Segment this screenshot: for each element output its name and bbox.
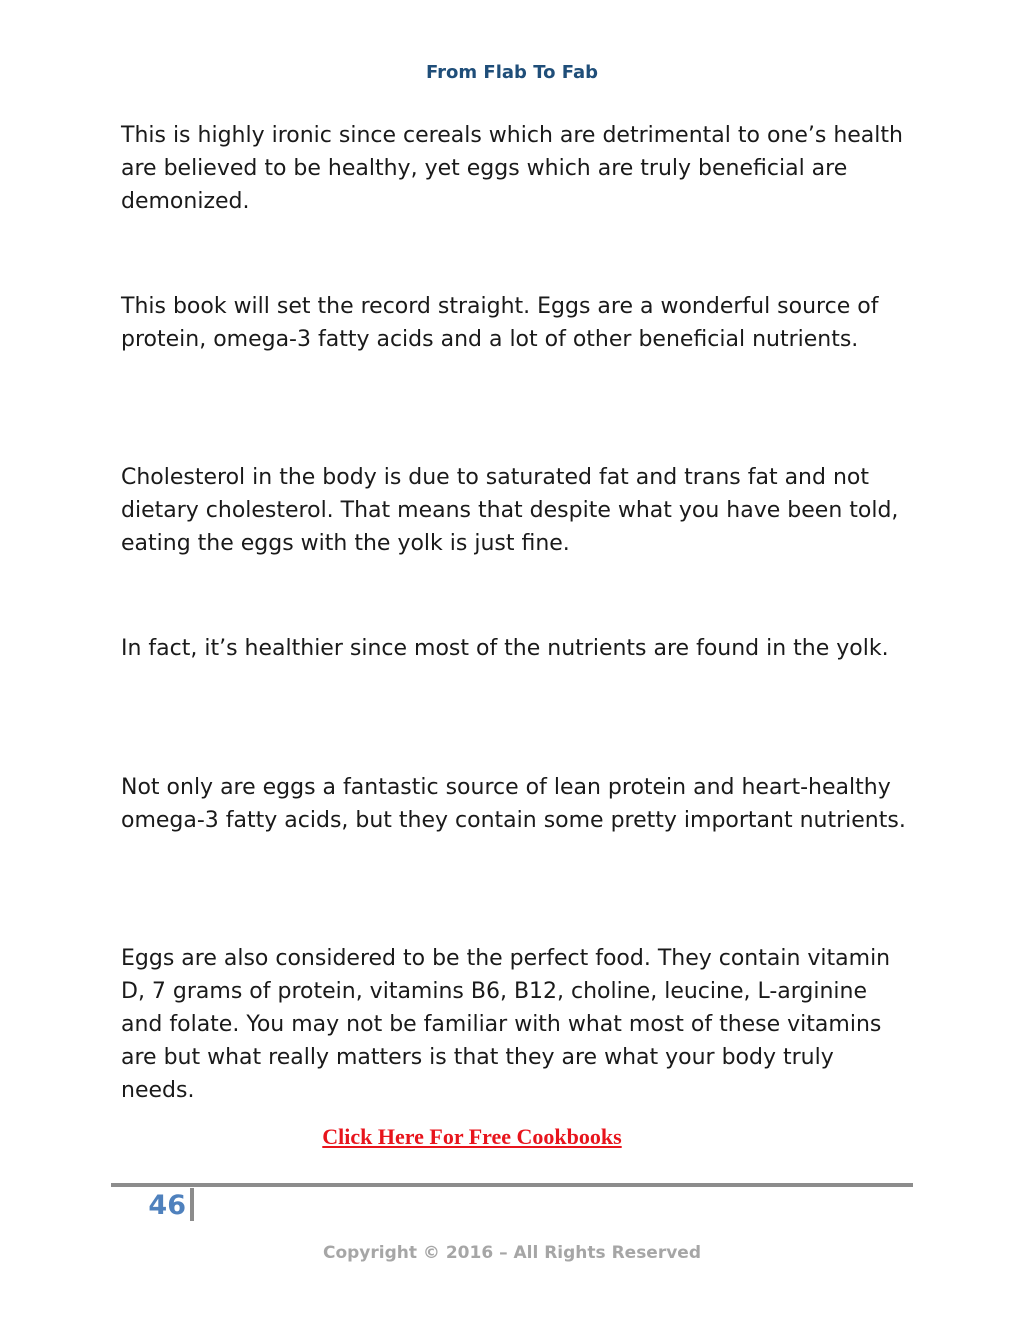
page-number-bar <box>190 1188 194 1221</box>
copyright-notice: Copyright © 2016 – All Rights Reserved <box>322 1243 702 1263</box>
paragraph-ironic-cereals: This is highly ironic since cereals which are detrimental to one’s health are believed to be healthy, yet eggs which are truly beneficial are demonized. <box>121 123 903 214</box>
free-cookbooks-link[interactable]: Click Here For Free Cookbooks <box>322 1124 622 1149</box>
page-number: 46 <box>148 1190 186 1221</box>
footer-divider <box>111 1183 913 1187</box>
paragraph-yolk: In fact, it’s healthier since most of the nutrients are found in the yolk. <box>121 636 889 661</box>
paragraph-record-straight: This book will set the record straight. Eggs are a wonderful source of protein, omega-3 fatty acids and a lot of other beneficial nutrients. <box>121 294 879 352</box>
paragraph-lean-protein: Not only are eggs a fantastic source of lean protein and heart-healthy omega-3 fatty acids, but they contain some pretty important nutrients. <box>121 775 906 833</box>
paragraph-cholesterol: Cholesterol in the body is due to saturated fat and trans fat and not dietary cholesterol. That means that despite what you have been told, eating the eggs with the yolk is just fine. <box>121 465 899 556</box>
page-header-title: From Flab To Fab <box>426 62 598 83</box>
paragraph-perfect-food: Eggs are also considered to be the perfect food. They contain vitamin D, 7 grams of protein, vitamins B6, B12, choline, leucine, L-arginine and folate. You may not be familiar with what most of these vitamins are but what really matters is that they are what your body truly needs. <box>121 946 891 1103</box>
